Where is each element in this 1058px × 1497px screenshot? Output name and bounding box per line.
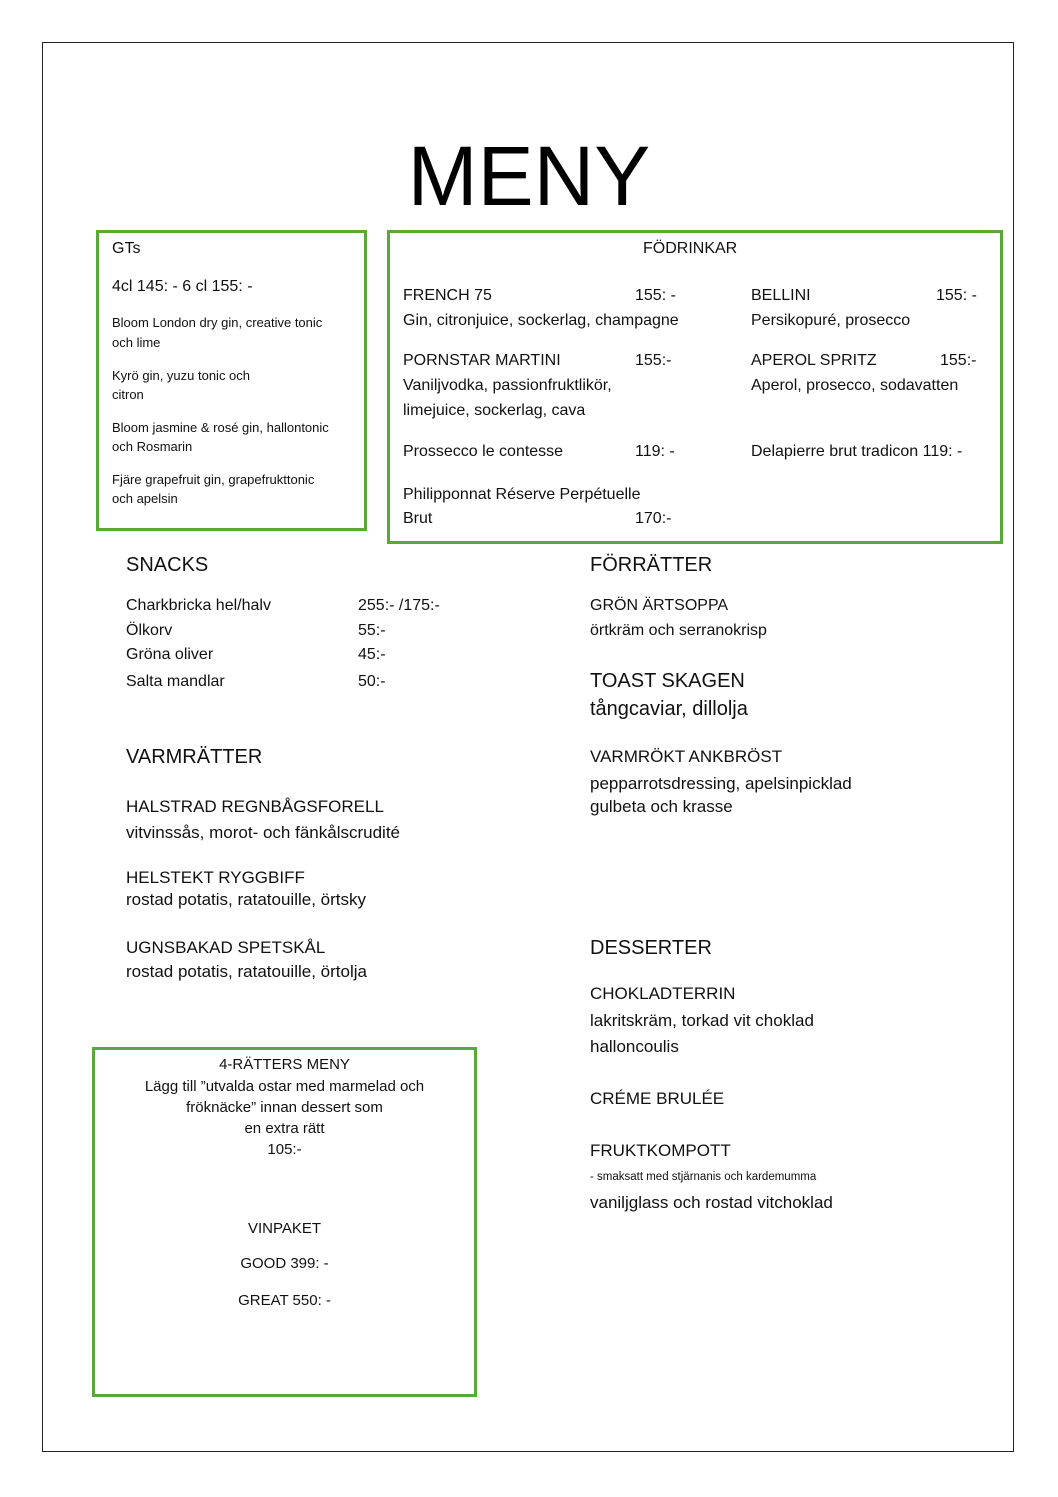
page-title: MENY	[407, 129, 651, 223]
dish-desc: örtkräm och serranokrisp	[590, 622, 767, 639]
gt-item-line: Fjäre grapefruit gin, grapefrukttonic	[112, 472, 315, 487]
dish-desc: vaniljglass och rostad vitchoklad	[590, 1193, 833, 1212]
dish-desc: rostad potatis, ratatouille, örtsky	[126, 890, 367, 909]
gt-item-line: Bloom jasmine & rosé gin, hallontonic	[112, 420, 329, 435]
four-course-line: fröknäcke” innan dessert som	[186, 1099, 383, 1116]
drink-price: 155: -	[936, 287, 977, 304]
gt-item-line: Bloom London dry gin, creative tonic	[112, 315, 323, 330]
snack-name: Ölkorv	[126, 622, 173, 639]
dish-name: GRÖN ÄRTSOPPA	[590, 597, 729, 614]
drink-price: 155: -	[635, 287, 676, 304]
four-course-heading: 4-RÄTTERS MENY	[219, 1056, 350, 1073]
gt-item-line: och lime	[112, 335, 161, 350]
dish-desc: rostad potatis, ratatouille, örtolja	[126, 962, 367, 981]
wine-option: GREAT 550: -	[238, 1292, 331, 1309]
fordrinkar-heading: FÖDRINKAR	[643, 240, 738, 257]
dish-desc: tångcaviar, dillolja	[590, 698, 748, 720]
dish-name: HELSTEKT RYGGBIFF	[126, 868, 305, 887]
drink-price: 119: -	[635, 443, 675, 460]
drink-price: 155:-	[940, 352, 977, 369]
gt-item-line: och Rosmarin	[112, 439, 193, 454]
gt-heading: GTs	[112, 240, 141, 257]
drink-name: FRENCH 75	[403, 287, 492, 304]
four-course-price: 105:-	[267, 1141, 302, 1158]
drink-desc: Aperol, prosecco, sodavatten	[751, 377, 959, 394]
dish-desc: vitvinssås, morot- och fänkålscrudité	[126, 823, 400, 842]
snacks-heading: SNACKS	[126, 554, 209, 576]
varmratter-heading: VARMRÄTTER	[126, 746, 263, 768]
drink-price: 155:-	[635, 352, 672, 369]
drink-name: BELLINI	[751, 287, 811, 304]
snack-price: 50:-	[358, 673, 386, 690]
gt-item-line: citron	[112, 387, 144, 402]
snack-name: Charkbricka hel/halv	[126, 597, 271, 614]
gt-prices: 4cl 145: - 6 cl 155: -	[112, 278, 253, 295]
gt-item-line: Kyrö gin, yuzu tonic och	[112, 368, 251, 383]
snack-name: Salta mandlar	[126, 673, 225, 690]
drink-name: Delapierre brut tradicon 119: -	[751, 443, 963, 460]
snack-name: Gröna oliver	[126, 646, 214, 663]
four-course-line: Lägg till ”utvalda ostar med marmelad och	[144, 1078, 425, 1095]
wine-option: GOOD 399: -	[240, 1255, 329, 1272]
snack-price: 55:-	[358, 622, 386, 639]
dish-desc: pepparrotsdressing, apelsinpicklad	[590, 774, 852, 793]
gt-item-line: och apelsin	[112, 491, 178, 506]
drink-name: PORNSTAR MARTINI	[403, 352, 561, 369]
snack-price: 45:-	[358, 646, 386, 663]
dish-name: HALSTRAD REGNBÅGSFORELL	[126, 797, 384, 816]
four-course-line: en extra rätt	[244, 1120, 325, 1137]
drink-desc: limejuice, sockerlag, cava	[403, 402, 586, 419]
dish-name: TOAST SKAGEN	[590, 670, 745, 692]
dish-name: CRÉME BRULÉE	[590, 1089, 725, 1108]
drink-price: 170:-	[635, 510, 672, 527]
snack-price: 255:- /175:-	[358, 597, 440, 614]
dish-note: - smaksatt med stjärnanis och kardemumma	[590, 1171, 817, 1183]
dish-name: FRUKTKOMPOTT	[590, 1141, 731, 1160]
dish-name: UGNSBAKAD SPETSKÅL	[126, 938, 326, 957]
dish-desc: halloncoulis	[590, 1037, 679, 1056]
drink-name: Brut	[403, 510, 433, 527]
drink-name: Prossecco le contesse	[403, 443, 564, 460]
drink-name: APEROL SPRITZ	[751, 352, 877, 369]
desserter-heading: DESSERTER	[590, 937, 712, 959]
forratter-heading: FÖRRÄTTER	[590, 554, 713, 576]
wine-heading: VINPAKET	[247, 1220, 322, 1237]
dish-name: CHOKLADTERRIN	[590, 984, 736, 1003]
drink-desc: Gin, citronjuice, sockerlag, champagne	[403, 312, 679, 329]
dish-desc: lakritskräm, torkad vit choklad	[590, 1011, 814, 1030]
drink-desc: Persikopuré, prosecco	[751, 312, 911, 329]
drink-name: Philipponnat Réserve Perpétuelle	[403, 486, 641, 503]
dish-name: VARMRÖKT ANKBRÖST	[590, 747, 783, 766]
drink-desc: Vaniljvodka, passionfruktlikör,	[403, 377, 612, 394]
dish-desc: gulbeta och krasse	[590, 797, 733, 816]
